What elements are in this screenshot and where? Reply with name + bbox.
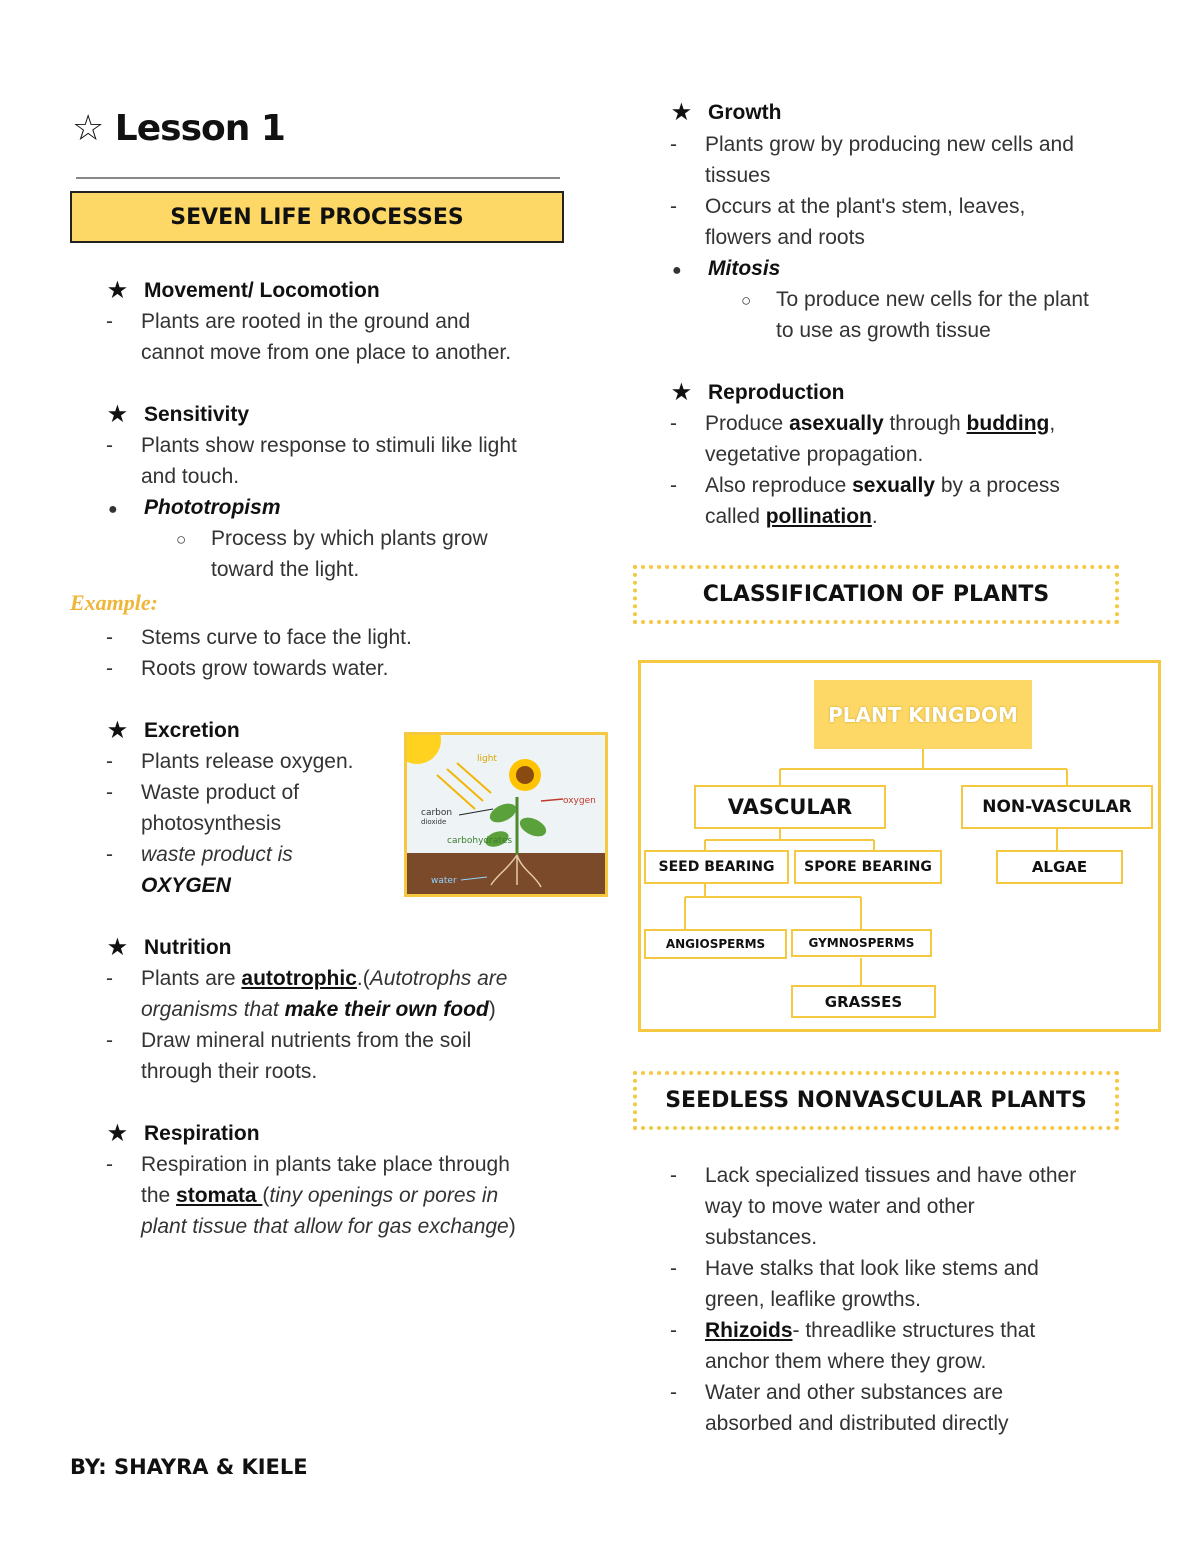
lesson-title: ☆ Lesson 1	[72, 108, 285, 149]
seedless-line-1	[670, 1160, 1076, 1191]
reproduction-text-c1: Also reproduce	[705, 474, 853, 497]
bullet-icon: ●	[108, 501, 118, 518]
movement-text-1: Plants are rooted in the ground and	[141, 310, 471, 333]
seedless-text-8: Water and other substances are	[705, 1381, 1004, 1404]
nutrition-line-2	[141, 994, 496, 1025]
seedless-line-9: absorbed and distributed directly	[705, 1412, 1009, 1435]
phototropism-heading	[108, 492, 281, 525]
seedless-text-4: Have stalks that look like stems and	[705, 1257, 1039, 1280]
classification-banner: CLASSIFICATION OF PLANTS	[633, 565, 1119, 624]
stomata-term: stomata	[176, 1184, 263, 1207]
dash-marker: -	[670, 195, 677, 218]
seedless-line-5: green, leaflike growths.	[705, 1288, 921, 1311]
mitosis-heading	[672, 253, 780, 286]
reproduction-text-c3: by a process	[935, 474, 1060, 497]
sensitivity-line-2: and touch.	[141, 465, 240, 488]
mitosis-line-2: to use as growth tissue	[776, 319, 991, 342]
nutrition-text-a4: Autotrophs are	[369, 967, 508, 990]
dash-marker: -	[106, 1153, 113, 1176]
respiration-heading	[108, 1118, 260, 1149]
nutrition-text-b1: organisms that	[141, 998, 285, 1021]
dash-marker: -	[106, 750, 113, 773]
seedless-text-1: Lack specialized tissues and have other	[705, 1164, 1077, 1187]
dash-marker: -	[670, 1164, 677, 1187]
respiration-text-2d: tiny openings or pores in	[269, 1184, 499, 1207]
nutrition-text-a3: .(	[356, 967, 370, 990]
star-icon: ★	[672, 101, 691, 124]
seven-life-processes-banner: SEVEN LIFE PROCESSES	[70, 191, 564, 243]
excretion-line-2	[106, 777, 299, 808]
phototropism-text-1: Process by which plants grow	[211, 527, 488, 550]
example-label: Example:	[70, 590, 158, 615]
mitosis-text: Mitosis	[708, 257, 781, 280]
excretion-line-3: photosynthesis	[141, 812, 282, 835]
dash-marker: -	[106, 967, 113, 990]
bullet-icon: ●	[672, 262, 682, 279]
respiration-line-2	[141, 1180, 498, 1211]
dash-marker: -	[106, 310, 113, 333]
growth-line-4: flowers and roots	[705, 226, 865, 249]
dash-marker: -	[670, 1257, 677, 1280]
star-icon: ★	[108, 719, 127, 742]
dash-marker: -	[670, 1381, 677, 1404]
growth-line-1	[670, 129, 1074, 160]
circle-bullet-icon: ○	[741, 291, 752, 310]
sensitivity-line-1	[106, 430, 517, 461]
example-text-2: Roots grow towards water.	[141, 657, 389, 680]
movement-heading-text: Movement/ Locomotion	[144, 279, 380, 302]
reproduction-line-2: vegetative propagation.	[705, 443, 924, 466]
sexually-term: sexually	[852, 474, 935, 497]
budding-term: budding	[966, 412, 1050, 435]
excretion-line-5: OXYGEN	[141, 874, 231, 897]
movement-line-2: cannot move from one place to another.	[141, 341, 512, 364]
respiration-text-1: Respiration in plants take place through	[141, 1153, 510, 1176]
seedless-banner: SEEDLESS NONVASCULAR PLANTS	[633, 1071, 1119, 1130]
excretion-line-1	[106, 746, 353, 777]
reproduction-text-a1: Produce	[705, 412, 790, 435]
make-own-food-term: make their own food	[284, 998, 489, 1021]
dash-marker: -	[670, 474, 677, 497]
phototropism-line-2: toward the light.	[211, 558, 360, 581]
dash-marker: -	[106, 657, 113, 680]
nutrition-heading-text: Nutrition	[144, 936, 232, 959]
carbohydrates-label: carbohydrates	[447, 836, 513, 846]
title-divider	[76, 177, 560, 179]
reproduction-text-d3: .	[871, 505, 878, 528]
excretion-text-2: Waste product of	[141, 781, 299, 804]
dash-marker: -	[670, 1319, 677, 1342]
star-icon: ★	[108, 1122, 127, 1145]
reproduction-line-4	[705, 501, 878, 532]
mitosis-line-1	[741, 284, 1089, 316]
autotrophic-term: autotrophic	[241, 967, 357, 990]
seed-bearing-node: SEED BEARING	[644, 850, 789, 884]
dash-marker: -	[106, 626, 113, 649]
reproduction-heading-text: Reproduction	[708, 381, 845, 404]
circle-bullet-icon: ○	[176, 530, 187, 549]
vascular-node: VASCULAR	[694, 785, 886, 829]
star-icon: ★	[108, 279, 127, 302]
growth-heading-text: Growth	[708, 101, 782, 124]
gymnosperms-node: GYMNOSPERMS	[791, 929, 932, 957]
growth-line-2: tissues	[705, 164, 771, 187]
dash-marker: -	[106, 843, 113, 866]
byline: BY: SHAYRA & KIELE	[70, 1455, 308, 1479]
nutrition-text-c1: Draw mineral nutrients from the soil	[141, 1029, 472, 1052]
sunflower-diagram-icon	[407, 735, 605, 894]
nutrition-text-a1: Plants are	[141, 967, 242, 990]
growth-line-3	[670, 191, 1025, 222]
respiration-heading-text: Respiration	[144, 1122, 260, 1145]
seedless-line-4	[670, 1253, 1039, 1284]
phototropism-text: Phototropism	[144, 496, 281, 519]
respiration-text-3a: plant tissue that allow for gas exchange	[141, 1215, 509, 1238]
example-text-1: Stems curve to face the light.	[141, 626, 412, 649]
movement-line-1	[106, 306, 470, 337]
respiration-text-3b: )	[508, 1215, 516, 1238]
growth-text-3: Occurs at the plant's stem, leaves,	[705, 195, 1026, 218]
dash-marker: -	[670, 412, 677, 435]
movement-heading	[108, 275, 380, 306]
seedless-line-8	[670, 1377, 1003, 1408]
seedless-line-6	[670, 1315, 1035, 1346]
grasses-node: GRASSES	[791, 985, 936, 1018]
plant-kingdom-diagram	[638, 660, 1161, 1032]
seedless-text-6b: - threadlike structures that	[792, 1319, 1036, 1342]
star-icon: ★	[672, 381, 691, 404]
growth-heading	[672, 97, 782, 128]
sensitivity-heading-text: Sensitivity	[144, 403, 250, 426]
reproduction-heading	[672, 377, 845, 408]
nutrition-line-3	[106, 1025, 471, 1056]
respiration-text-2c: (	[262, 1184, 270, 1207]
nonvascular-node: NON-VASCULAR	[961, 785, 1153, 829]
respiration-text-2a: the	[141, 1184, 177, 1207]
example-line-2	[106, 653, 388, 684]
excretion-heading	[108, 715, 240, 746]
sensitivity-heading	[108, 399, 249, 430]
angiosperms-node: ANGIOSPERMS	[644, 929, 787, 959]
excretion-heading-text: Excretion	[144, 719, 240, 742]
nutrition-line-4: through their roots.	[141, 1060, 318, 1083]
example-line-1	[106, 622, 412, 653]
dioxide-label: dioxide	[421, 818, 447, 826]
reproduction-text-a5: ,	[1049, 412, 1056, 435]
reproduction-line-3	[670, 470, 1060, 501]
nutrition-text-b3: )	[488, 998, 496, 1021]
pollination-term: pollination	[765, 505, 872, 528]
growth-text-1: Plants grow by producing new cells and	[705, 133, 1074, 156]
star-icon: ★	[108, 403, 127, 426]
respiration-line-1	[106, 1149, 510, 1180]
reproduction-text-d1: called	[705, 505, 766, 528]
dash-marker: -	[670, 133, 677, 156]
dash-marker: -	[106, 434, 113, 457]
phototropism-line-1	[176, 523, 488, 555]
nutrition-heading	[108, 932, 231, 963]
star-icon: ★	[108, 936, 127, 959]
respiration-line-3	[141, 1211, 516, 1242]
algae-node: ALGAE	[996, 850, 1123, 884]
excretion-text-1: Plants release oxygen.	[141, 750, 354, 773]
water-label: water	[431, 876, 457, 886]
rhizoids-term: Rhizoids	[705, 1319, 793, 1342]
light-label: light	[477, 754, 497, 764]
photosynthesis-illustration	[404, 732, 608, 897]
seedless-line-7: anchor them where they grow.	[705, 1350, 987, 1373]
carbon-label: carbon	[421, 808, 453, 818]
sensitivity-text-1: Plants show response to stimuli like light	[141, 434, 517, 457]
nutrition-line-1	[106, 963, 507, 994]
excretion-line-4	[106, 839, 293, 870]
reproduction-line-1	[670, 408, 1055, 439]
spore-bearing-node: SPORE BEARING	[794, 850, 942, 884]
asexually-term: asexually	[789, 412, 884, 435]
reproduction-text-a3: through	[883, 412, 967, 435]
plant-kingdom-node: PLANT KINGDOM	[814, 680, 1032, 749]
dash-marker: -	[106, 1029, 113, 1052]
seedless-line-2: way to move water and other	[705, 1195, 975, 1218]
seedless-line-3: substances.	[705, 1226, 818, 1249]
mitosis-text-1: To produce new cells for the plant	[776, 288, 1089, 311]
oxygen-label: oxygen	[563, 796, 596, 806]
excretion-text-4: waste product is	[141, 843, 293, 866]
dash-marker: -	[106, 781, 113, 804]
